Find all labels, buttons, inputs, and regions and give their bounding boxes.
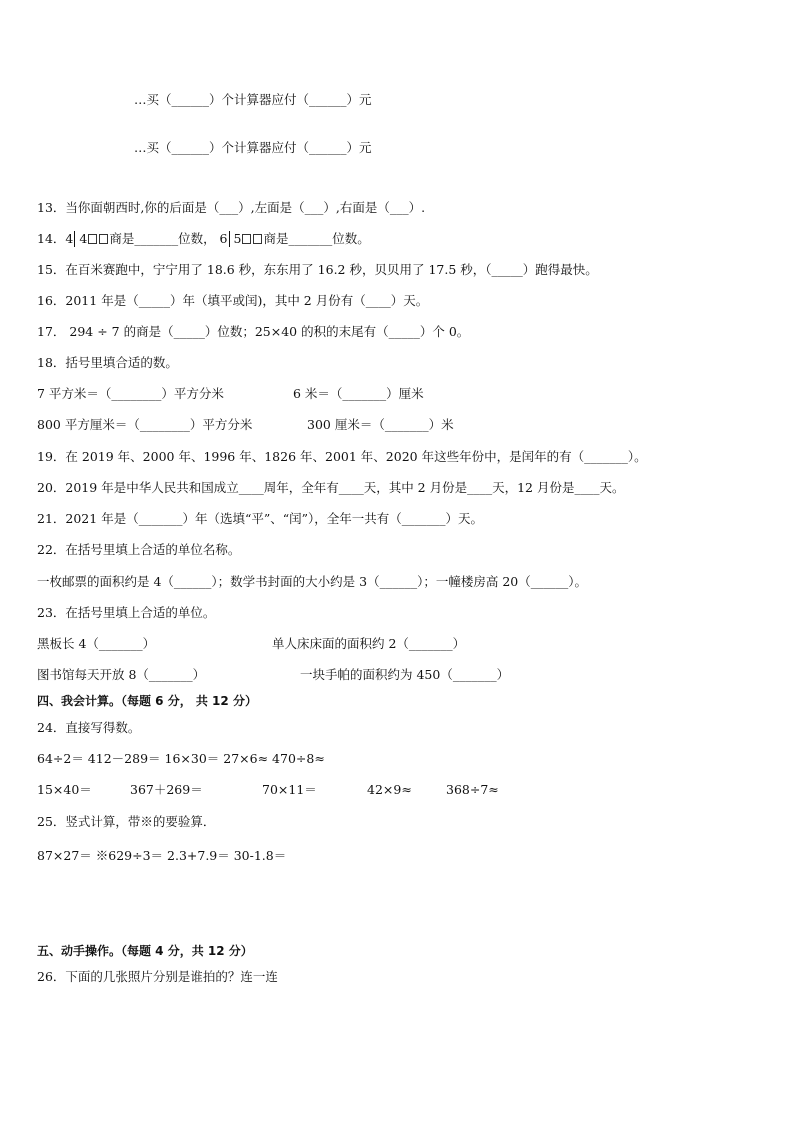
section-4-heading: 四、我会计算。（每题 6 分， 共 12 分） [37,694,257,708]
question-23-item-c: 图书馆每天开放 8（_______） [37,667,206,682]
question-17: 17． 294 ÷ 7 的商是（_____）位数；25×40 的积的末尾有（_____）个 0。 [37,324,470,339]
question-19: 19．在 2019 年、2000 年、1996 年、1826 年、2001 年、2020 年这些年份中，是闰年的有（_______）。 [37,449,647,464]
question-18: 18．括号里填合适的数。 [37,355,178,370]
q14-dividend-digit-1: 4 [79,231,88,246]
q14-text-2: 商是_______位数。 [263,231,370,246]
question-23: 23．在括号里填上合适的单位。 [37,605,216,620]
question-25: 25．竖式计算，带※的要验算． [37,814,216,829]
question-23-item-a: 黑板长 4（_______） [37,636,156,651]
question-24: 24．直接写得数。 [37,720,141,735]
question-21: 21．2021 年是（_______）年（选填“平”、“闰”），全年一共有（_______）天。 [37,511,484,526]
blank-box [88,234,97,244]
question-24-row-1: 64÷2＝ 412－289＝ 16×30＝ 27×6≈ 470÷8≈ [37,751,325,766]
division-bracket-1 [74,231,109,247]
question-23-item-d: 一块手帕的面积约为 450（_______） [300,667,510,682]
question-26: 26．下面的几张照片分别是谁拍的？连一连 [37,969,278,984]
q14-number: 14．4 [37,231,74,246]
question-24-row-2-a: 15×40＝ [37,782,92,797]
section-5-heading: 五、动手操作。（每题 4 分，共 12 分） [37,944,253,958]
question-24-row-2-d: 42×9≈ [367,782,412,797]
question-18-item-b: 6 米＝（_______）厘米 [293,386,424,401]
calc-line-1: …买（______）个计算器应付（______）元 [134,92,372,107]
question-20: 20．2019 年是中华人民共和国成立____周年，全年有____天，其中 2 月份是____天，12 月份是____天。 [37,480,625,495]
question-16: 16．2011 年是（_____）年（填平或闰)，其中 2 月份有（____）天。 [37,293,429,308]
division-bracket-2 [229,231,264,247]
question-23-item-b: 单人床床面的面积约 2（_______） [272,636,466,651]
question-18-item-d: 300 厘米＝（_______）米 [307,417,454,432]
question-15: 15．在百米赛跑中，宁宁用了 18.6 秒，东东用了 16.2 秒，贝贝用了 17.5 秒，（_____）跑得最快。 [37,262,598,277]
blank-box [99,234,108,244]
question-24-row-2-c: 70×11＝ [262,782,317,797]
q14-text-1: 商是_______位数， 6 [109,231,228,246]
question-18-item-c: 800 平方厘米＝（________）平方分米 [37,417,253,432]
question-25-row: 87×27＝ ※629÷3＝ 2.3+7.9＝ 30-1.8＝ [37,848,287,863]
question-18-item-a: 7 平方米＝（________）平方分米 [37,386,224,401]
question-24-row-2-b: 367＋269＝ [130,782,203,797]
question-22-items: 一枚邮票的面积约是 4（______）；数学书封面的大小约是 3（______）；一幢楼房高 20（______）。 [37,574,587,589]
question-14 [37,231,370,247]
q14-dividend-digit-2: 5 [233,231,242,246]
blank-box [242,234,251,244]
question-22: 22．在括号里填上合适的单位名称。 [37,542,241,557]
blank-box [253,234,262,244]
question-13: 13．当你面朝西时,你的后面是（___）,左面是（___）,右面是（___）. [37,200,426,215]
question-24-row-2-e: 368÷7≈ [446,782,499,797]
calc-line-2: …买（______）个计算器应付（______）元 [134,140,372,155]
